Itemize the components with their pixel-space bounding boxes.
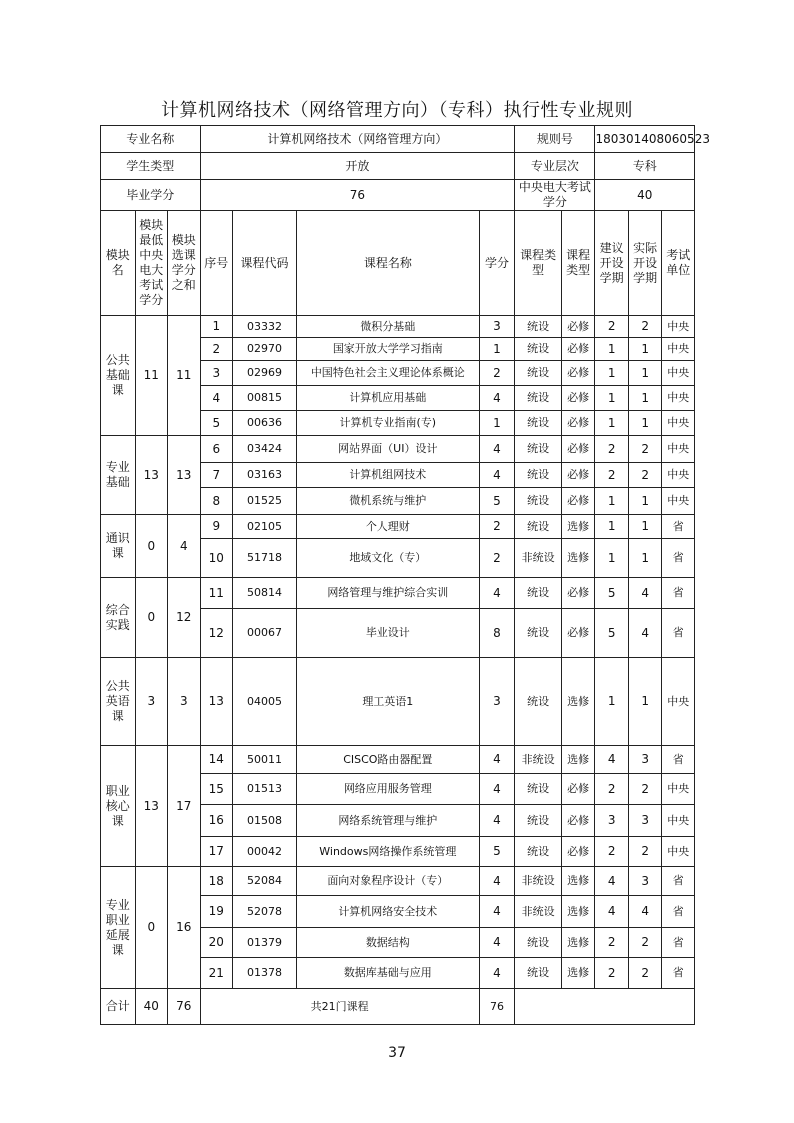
course-seq: 10 — [200, 539, 232, 578]
header-code: 课程代码 — [233, 211, 297, 316]
course-kind: 非统设 — [515, 867, 562, 896]
course-code: 04005 — [233, 658, 297, 746]
course-seq: 21 — [200, 958, 232, 989]
course-actual-term: 3 — [628, 746, 662, 774]
rule-value: 180301408060523 — [595, 126, 695, 153]
header-name: 课程名称 — [296, 211, 479, 316]
course-credit: 4 — [479, 928, 515, 958]
course-seq: 11 — [200, 578, 232, 609]
total-summary: 共21门课程 — [200, 989, 479, 1025]
info-row-type — [101, 153, 695, 180]
header-exam-unit: 考试单位 — [662, 211, 695, 316]
course-seq: 19 — [200, 896, 232, 928]
course-credit: 4 — [479, 386, 515, 411]
course-code: 03332 — [233, 316, 297, 338]
course-credit: 1 — [479, 411, 515, 436]
course-suggested-term: 1 — [595, 411, 629, 436]
course-exam-unit: 中央 — [662, 488, 695, 515]
course-name: 数据结构 — [296, 928, 479, 958]
rule-label: 规则号 — [515, 126, 595, 153]
course-kind: 统设 — [515, 338, 562, 361]
module-name: 专业职业延展课 — [101, 867, 136, 989]
module-min-central: 0 — [135, 867, 167, 989]
course-code: 02105 — [233, 515, 297, 539]
module-name: 职业核心课 — [101, 746, 136, 867]
course-type: 必修 — [561, 361, 595, 386]
course-row — [101, 867, 695, 896]
course-seq: 1 — [200, 316, 232, 338]
course-type: 选修 — [561, 746, 595, 774]
course-kind: 统设 — [515, 386, 562, 411]
course-kind: 非统设 — [515, 896, 562, 928]
course-actual-term: 2 — [628, 928, 662, 958]
course-kind: 非统设 — [515, 746, 562, 774]
credits-label: 毕业学分 — [101, 180, 201, 211]
course-row — [101, 436, 695, 463]
course-actual-term: 4 — [628, 609, 662, 658]
course-seq: 6 — [200, 436, 232, 463]
course-kind: 统设 — [515, 837, 562, 867]
course-code: 01378 — [233, 958, 297, 989]
course-seq: 2 — [200, 338, 232, 361]
course-exam-unit: 省 — [662, 609, 695, 658]
course-code: 01508 — [233, 805, 297, 837]
program-rules-table — [100, 125, 710, 1025]
course-type: 必修 — [561, 805, 595, 837]
course-seq: 4 — [200, 386, 232, 411]
course-name: 计算机组网技术 — [296, 463, 479, 488]
course-type: 必修 — [561, 463, 595, 488]
course-row — [101, 658, 695, 746]
module-name: 专业基础 — [101, 436, 136, 515]
course-suggested-term: 1 — [595, 515, 629, 539]
course-seq: 18 — [200, 867, 232, 896]
course-exam-unit: 中央 — [662, 658, 695, 746]
course-actual-term: 2 — [628, 837, 662, 867]
course-code: 00815 — [233, 386, 297, 411]
page-number: 37 — [388, 1045, 406, 1061]
course-code: 50011 — [233, 746, 297, 774]
course-exam-unit: 中央 — [662, 837, 695, 867]
course-row — [101, 746, 695, 774]
course-actual-term: 1 — [628, 515, 662, 539]
course-name: 计算机专业指南(专) — [296, 411, 479, 436]
course-code: 50814 — [233, 578, 297, 609]
course-suggested-term: 2 — [595, 837, 629, 867]
course-code: 52084 — [233, 867, 297, 896]
course-name: 数据库基础与应用 — [296, 958, 479, 989]
course-credit: 1 — [479, 338, 515, 361]
course-suggested-term: 2 — [595, 463, 629, 488]
course-kind: 统设 — [515, 361, 562, 386]
header-actual-term: 实际开设学期 — [628, 211, 662, 316]
course-credit: 5 — [479, 488, 515, 515]
course-suggested-term: 3 — [595, 805, 629, 837]
course-kind: 统设 — [515, 928, 562, 958]
module-name: 综合实践 — [101, 578, 136, 658]
student-type-value: 开放 — [200, 153, 515, 180]
course-kind: 统设 — [515, 609, 562, 658]
course-type: 必修 — [561, 386, 595, 411]
course-credit: 4 — [479, 958, 515, 989]
course-seq: 12 — [200, 609, 232, 658]
course-kind: 统设 — [515, 805, 562, 837]
central-credits-label: 中央电大考试学分 — [515, 180, 595, 211]
course-kind: 统设 — [515, 436, 562, 463]
course-code: 01525 — [233, 488, 297, 515]
info-row-credits — [101, 180, 695, 211]
course-row — [101, 578, 695, 609]
course-suggested-term: 4 — [595, 896, 629, 928]
course-type: 必修 — [561, 436, 595, 463]
course-credit: 2 — [479, 515, 515, 539]
course-kind: 统设 — [515, 958, 562, 989]
header-credit: 学分 — [479, 211, 515, 316]
course-type: 必修 — [561, 837, 595, 867]
header-course-type: 课程类型 — [561, 211, 595, 316]
course-type: 选修 — [561, 928, 595, 958]
course-credit: 4 — [479, 774, 515, 805]
major-label: 专业名称 — [101, 126, 201, 153]
course-credit: 3 — [479, 316, 515, 338]
course-seq: 16 — [200, 805, 232, 837]
course-code: 00067 — [233, 609, 297, 658]
course-exam-unit: 中央 — [662, 338, 695, 361]
header-suggested-term: 建议开设学期 — [595, 211, 629, 316]
course-row — [101, 316, 695, 338]
course-type: 必修 — [561, 578, 595, 609]
course-credit: 2 — [479, 539, 515, 578]
course-suggested-term: 1 — [595, 361, 629, 386]
module-min-central: 0 — [135, 578, 167, 658]
course-actual-term: 2 — [628, 436, 662, 463]
course-kind: 非统设 — [515, 539, 562, 578]
course-exam-unit: 省 — [662, 928, 695, 958]
course-seq: 13 — [200, 658, 232, 746]
course-actual-term: 1 — [628, 539, 662, 578]
course-name: 理工英语1 — [296, 658, 479, 746]
course-type: 必修 — [561, 316, 595, 338]
course-name: 个人理财 — [296, 515, 479, 539]
central-credits-value: 40 — [595, 180, 695, 211]
page-title: 计算机网络技术（网络管理方向）（专科）执行性专业规则 — [161, 100, 633, 121]
course-kind: 统设 — [515, 515, 562, 539]
course-suggested-term: 2 — [595, 958, 629, 989]
course-suggested-term: 5 — [595, 578, 629, 609]
course-code: 51718 — [233, 539, 297, 578]
course-kind: 统设 — [515, 411, 562, 436]
course-code: 01513 — [233, 774, 297, 805]
total-credit: 76 — [479, 989, 515, 1025]
course-code: 00636 — [233, 411, 297, 436]
course-name: 地域文化（专） — [296, 539, 479, 578]
header-min-central: 模块最低中央电大考试学分 — [135, 211, 167, 316]
course-credit: 4 — [479, 805, 515, 837]
course-actual-term: 1 — [628, 488, 662, 515]
module-elective-sum: 3 — [168, 658, 201, 746]
course-credit: 4 — [479, 436, 515, 463]
course-credit: 2 — [479, 361, 515, 386]
course-exam-unit: 中央 — [662, 316, 695, 338]
course-type: 必修 — [561, 338, 595, 361]
course-suggested-term: 1 — [595, 386, 629, 411]
course-type: 选修 — [561, 867, 595, 896]
course-suggested-term: 5 — [595, 609, 629, 658]
course-suggested-term: 2 — [595, 436, 629, 463]
course-code: 03163 — [233, 463, 297, 488]
header-elective-sum: 模块选课学分之和 — [168, 211, 201, 316]
course-exam-unit: 省 — [662, 746, 695, 774]
course-name: 国家开放大学学习指南 — [296, 338, 479, 361]
course-exam-unit: 中央 — [662, 386, 695, 411]
course-name: 面向对象程序设计（专） — [296, 867, 479, 896]
course-exam-unit: 中央 — [662, 411, 695, 436]
course-suggested-term: 1 — [595, 338, 629, 361]
course-suggested-term: 2 — [595, 774, 629, 805]
level-label: 专业层次 — [515, 153, 595, 180]
course-credit: 4 — [479, 896, 515, 928]
course-credit: 4 — [479, 463, 515, 488]
course-actual-term: 4 — [628, 896, 662, 928]
total-row — [101, 989, 695, 1025]
course-kind: 统设 — [515, 658, 562, 746]
module-elective-sum: 12 — [168, 578, 201, 658]
course-actual-term: 1 — [628, 361, 662, 386]
course-seq: 20 — [200, 928, 232, 958]
course-code: 01379 — [233, 928, 297, 958]
credits-value: 76 — [200, 180, 515, 211]
course-kind: 统设 — [515, 774, 562, 805]
course-seq: 8 — [200, 488, 232, 515]
course-row — [101, 515, 695, 539]
course-exam-unit: 省 — [662, 515, 695, 539]
course-actual-term: 2 — [628, 463, 662, 488]
course-type: 必修 — [561, 609, 595, 658]
course-exam-unit: 中央 — [662, 436, 695, 463]
module-elective-sum: 16 — [168, 867, 201, 989]
module-name: 通识课 — [101, 515, 136, 578]
course-actual-term: 3 — [628, 867, 662, 896]
info-row-major — [101, 126, 695, 153]
module-min-central: 0 — [135, 515, 167, 578]
course-actual-term: 2 — [628, 774, 662, 805]
course-credit: 4 — [479, 746, 515, 774]
module-min-central: 3 — [135, 658, 167, 746]
total-elective-sum: 76 — [168, 989, 201, 1025]
course-exam-unit: 省 — [662, 867, 695, 896]
header-module: 模块名 — [101, 211, 136, 316]
course-actual-term: 2 — [628, 958, 662, 989]
major-value: 计算机网络技术（网络管理方向） — [200, 126, 515, 153]
course-kind: 统设 — [515, 463, 562, 488]
course-suggested-term: 4 — [595, 746, 629, 774]
header-seq: 序号 — [200, 211, 232, 316]
module-name: 公共英语课 — [101, 658, 136, 746]
course-type: 选修 — [561, 515, 595, 539]
course-actual-term: 1 — [628, 386, 662, 411]
header-course-kind: 课程类型 — [515, 211, 562, 316]
total-label: 合计 — [101, 989, 136, 1025]
course-name: 中国特色社会主义理论体系概论 — [296, 361, 479, 386]
course-name: CISCO路由器配置 — [296, 746, 479, 774]
course-name: 网络系统管理与维护 — [296, 805, 479, 837]
course-seq: 3 — [200, 361, 232, 386]
course-type: 选修 — [561, 539, 595, 578]
course-kind: 统设 — [515, 488, 562, 515]
course-seq: 17 — [200, 837, 232, 867]
course-actual-term: 1 — [628, 338, 662, 361]
course-seq: 5 — [200, 411, 232, 436]
module-min-central: 13 — [135, 436, 167, 515]
course-exam-unit: 省 — [662, 578, 695, 609]
course-exam-unit: 省 — [662, 539, 695, 578]
course-actual-term: 4 — [628, 578, 662, 609]
course-actual-term: 2 — [628, 316, 662, 338]
total-min-central: 40 — [135, 989, 167, 1025]
course-exam-unit: 中央 — [662, 463, 695, 488]
course-type: 必修 — [561, 774, 595, 805]
course-name: 微机系统与维护 — [296, 488, 479, 515]
course-suggested-term: 1 — [595, 658, 629, 746]
course-name: 计算机应用基础 — [296, 386, 479, 411]
course-suggested-term: 2 — [595, 928, 629, 958]
module-elective-sum: 17 — [168, 746, 201, 867]
course-credit: 4 — [479, 578, 515, 609]
course-code: 52078 — [233, 896, 297, 928]
course-code: 03424 — [233, 436, 297, 463]
course-type: 必修 — [561, 411, 595, 436]
module-elective-sum: 13 — [168, 436, 201, 515]
module-name: 公共基础课 — [101, 316, 136, 436]
header-row — [101, 211, 695, 316]
course-exam-unit: 省 — [662, 896, 695, 928]
course-type: 选修 — [561, 658, 595, 746]
course-seq: 15 — [200, 774, 232, 805]
course-credit: 3 — [479, 658, 515, 746]
course-actual-term: 3 — [628, 805, 662, 837]
course-seq: 7 — [200, 463, 232, 488]
course-suggested-term: 4 — [595, 867, 629, 896]
course-exam-unit: 中央 — [662, 805, 695, 837]
course-seq: 9 — [200, 515, 232, 539]
course-name: 网络应用服务管理 — [296, 774, 479, 805]
level-value: 专科 — [595, 153, 695, 180]
course-suggested-term: 1 — [595, 539, 629, 578]
course-name: 网络管理与维护综合实训 — [296, 578, 479, 609]
course-code: 02970 — [233, 338, 297, 361]
course-exam-unit: 中央 — [662, 361, 695, 386]
course-suggested-term: 1 — [595, 488, 629, 515]
module-min-central: 11 — [135, 316, 167, 436]
module-elective-sum: 11 — [168, 316, 201, 436]
course-credit: 4 — [479, 867, 515, 896]
course-name: 微积分基础 — [296, 316, 479, 338]
course-credit: 8 — [479, 609, 515, 658]
total-blank — [515, 989, 695, 1025]
module-min-central: 13 — [135, 746, 167, 867]
course-actual-term: 1 — [628, 411, 662, 436]
course-exam-unit: 中央 — [662, 774, 695, 805]
course-actual-term: 1 — [628, 658, 662, 746]
course-type: 必修 — [561, 488, 595, 515]
course-credit: 5 — [479, 837, 515, 867]
course-code: 02969 — [233, 361, 297, 386]
course-exam-unit: 省 — [662, 958, 695, 989]
course-seq: 14 — [200, 746, 232, 774]
module-elective-sum: 4 — [168, 515, 201, 578]
course-code: 00042 — [233, 837, 297, 867]
course-name: 网站界面（UI）设计 — [296, 436, 479, 463]
course-name: Windows网络操作系统管理 — [296, 837, 479, 867]
student-type-label: 学生类型 — [101, 153, 201, 180]
course-name: 毕业设计 — [296, 609, 479, 658]
course-type: 选修 — [561, 896, 595, 928]
course-type: 选修 — [561, 958, 595, 989]
course-name: 计算机网络安全技术 — [296, 896, 479, 928]
course-suggested-term: 2 — [595, 316, 629, 338]
course-kind: 统设 — [515, 578, 562, 609]
course-kind: 统设 — [515, 316, 562, 338]
